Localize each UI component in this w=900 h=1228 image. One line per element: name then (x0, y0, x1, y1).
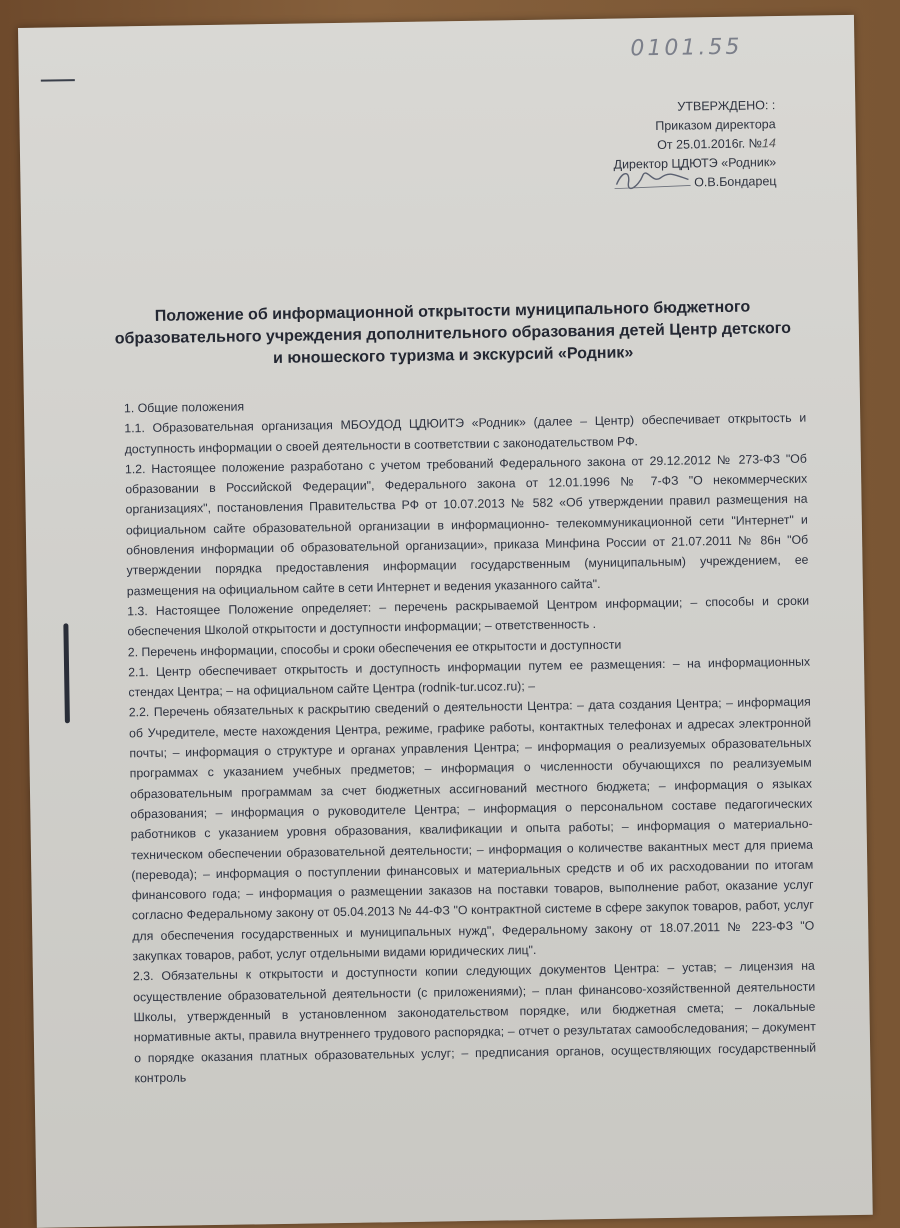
approval-block (613, 96, 777, 194)
section-heading: 1. Общие положения (123, 399, 245, 416)
approval-date: От 25.01.2016г. № (657, 136, 763, 152)
signature-icon (612, 165, 692, 192)
paragraph: 2.2. Перечень обязательных к раскрытию сведений о деятельности Центра: – дата создания Центра; – информация об Учредителе, месте нахождения Центра, режиме, графике работы, контактных телефонах и адресах электронной почты; – информация о структуре и органах управления Центра; – информация о реализуемых образовательных программах с указанием учебных предметов; – информация о численности обучающихся по реализуемым образовательным программам за счет бюджетных ассигнований местного бюджета; – информация о языках образования; – информация о руководителе Центра; – информация о персональном составе педагогических работников с указанием уровня образования, квалификации и опыта работы; – информация о материально-техническом обеспечении образовательной деятельности; – информация о количестве вакантных мест для приема (перевода); – информация о поступлении финансовых и материальных средств и об их расходовании по итогам финансового года; – информация о размещении заказов на поставки товаров, выполнение работ, оказание услуг согласно Федеральному закону от 05.04.2013 № 44-ФЗ "О контрактной системе в сфере закупок товаров, работ, услуг для обеспечения государственных и муниципальных нужд", Федеральному закону от 18.07.2011 № 223-ФЗ "О закупках товаров, работ, услуг отдельными видами юридических лиц". (128, 695, 815, 964)
document-body (124, 388, 817, 1089)
signature-line (694, 172, 777, 192)
binder-mark (63, 623, 70, 723)
order-number-handwritten: 14 (761, 136, 777, 151)
pen-mark (41, 79, 75, 82)
director-name: О.В.Бондарец (694, 174, 777, 190)
paragraph: 1.3. Настоящее Положение определяет: – перечень раскрываемой Центром информации; – способы и сроки обеспечения Школой открытости и доступности информации; – ответственность . (127, 593, 810, 639)
document-page (18, 15, 873, 1228)
section-heading: 2. Перечень информации, способы и сроки обеспечения ее открытости и доступности (127, 637, 622, 659)
paragraph: 1.2. Настоящее положение разработано с учетом требований Федерального закона от 29.12.2012 № 273-ФЗ "Об образовании в Российской Федерации", Федерального закона от 12.01.1996 № 7-ФЗ "О некоммерческих организациях", постановления Правительства РФ от 10.07.2013 № 582 «Об утверждении правил размещения на официальном сайте образовательной организации в информационно- телекоммуникационной сети "Интернет" и обновления информации об образовательной организации», приказа Минфина России от 21.07.2011 № 86н "Об утверждении порядка предоставления информации государственным (муниципальным) учреждением, ее размещения на официальном сайте в сети Интернет и ведения указанного сайта". (124, 451, 809, 599)
approval-line-5 (614, 172, 777, 194)
approval-line-1: УТВЕРЖДЕНО: : (677, 98, 776, 114)
approval-line-4: Директор ЦДЮТЭ «Родник» (613, 155, 777, 172)
document-title: Положение об информационной открытости муниципального бюджетного образовательного учреждения дополнительного образования детей Центр детского и юношеского туризма и экскурсий «Родник» (114, 298, 792, 368)
approval-line-2: Приказом директора (655, 117, 776, 134)
paragraph: 2.1. Центр обеспечивает открытость и доступность информации путем ее размещения: – на информационных стендах Центра; – на официальном сайте Центра (rodnik-tur.ucoz.ru); – (128, 654, 811, 700)
approval-line-3 (613, 134, 776, 156)
handwritten-number: 0101.55 (630, 34, 743, 62)
paragraph: 1.1. Образовательная организация МБОУДОД ЦДЮИТЭ «Родник» (далее – Центр) обеспечивает открытость и доступность информации о своей деятельности в соответствии с законодательством РФ. (124, 410, 807, 456)
paragraph: 2.3. Обязательны к открытости и доступности копии следующих документов Центра: – устав; – лицензия на осуществление образовательной деятельности (с приложениями); – план финансово-хозяйственной деятельности Школы, утвержденный в установленном законодательством порядке, или бюджетная смета; – локальные нормативные акты, правила внутреннего трудового распорядка; – отчет о результатах самообследования; – документ о порядке оказания платных образовательных услуг; – предписания органов, осуществляющих государственный контроль (132, 958, 817, 1086)
